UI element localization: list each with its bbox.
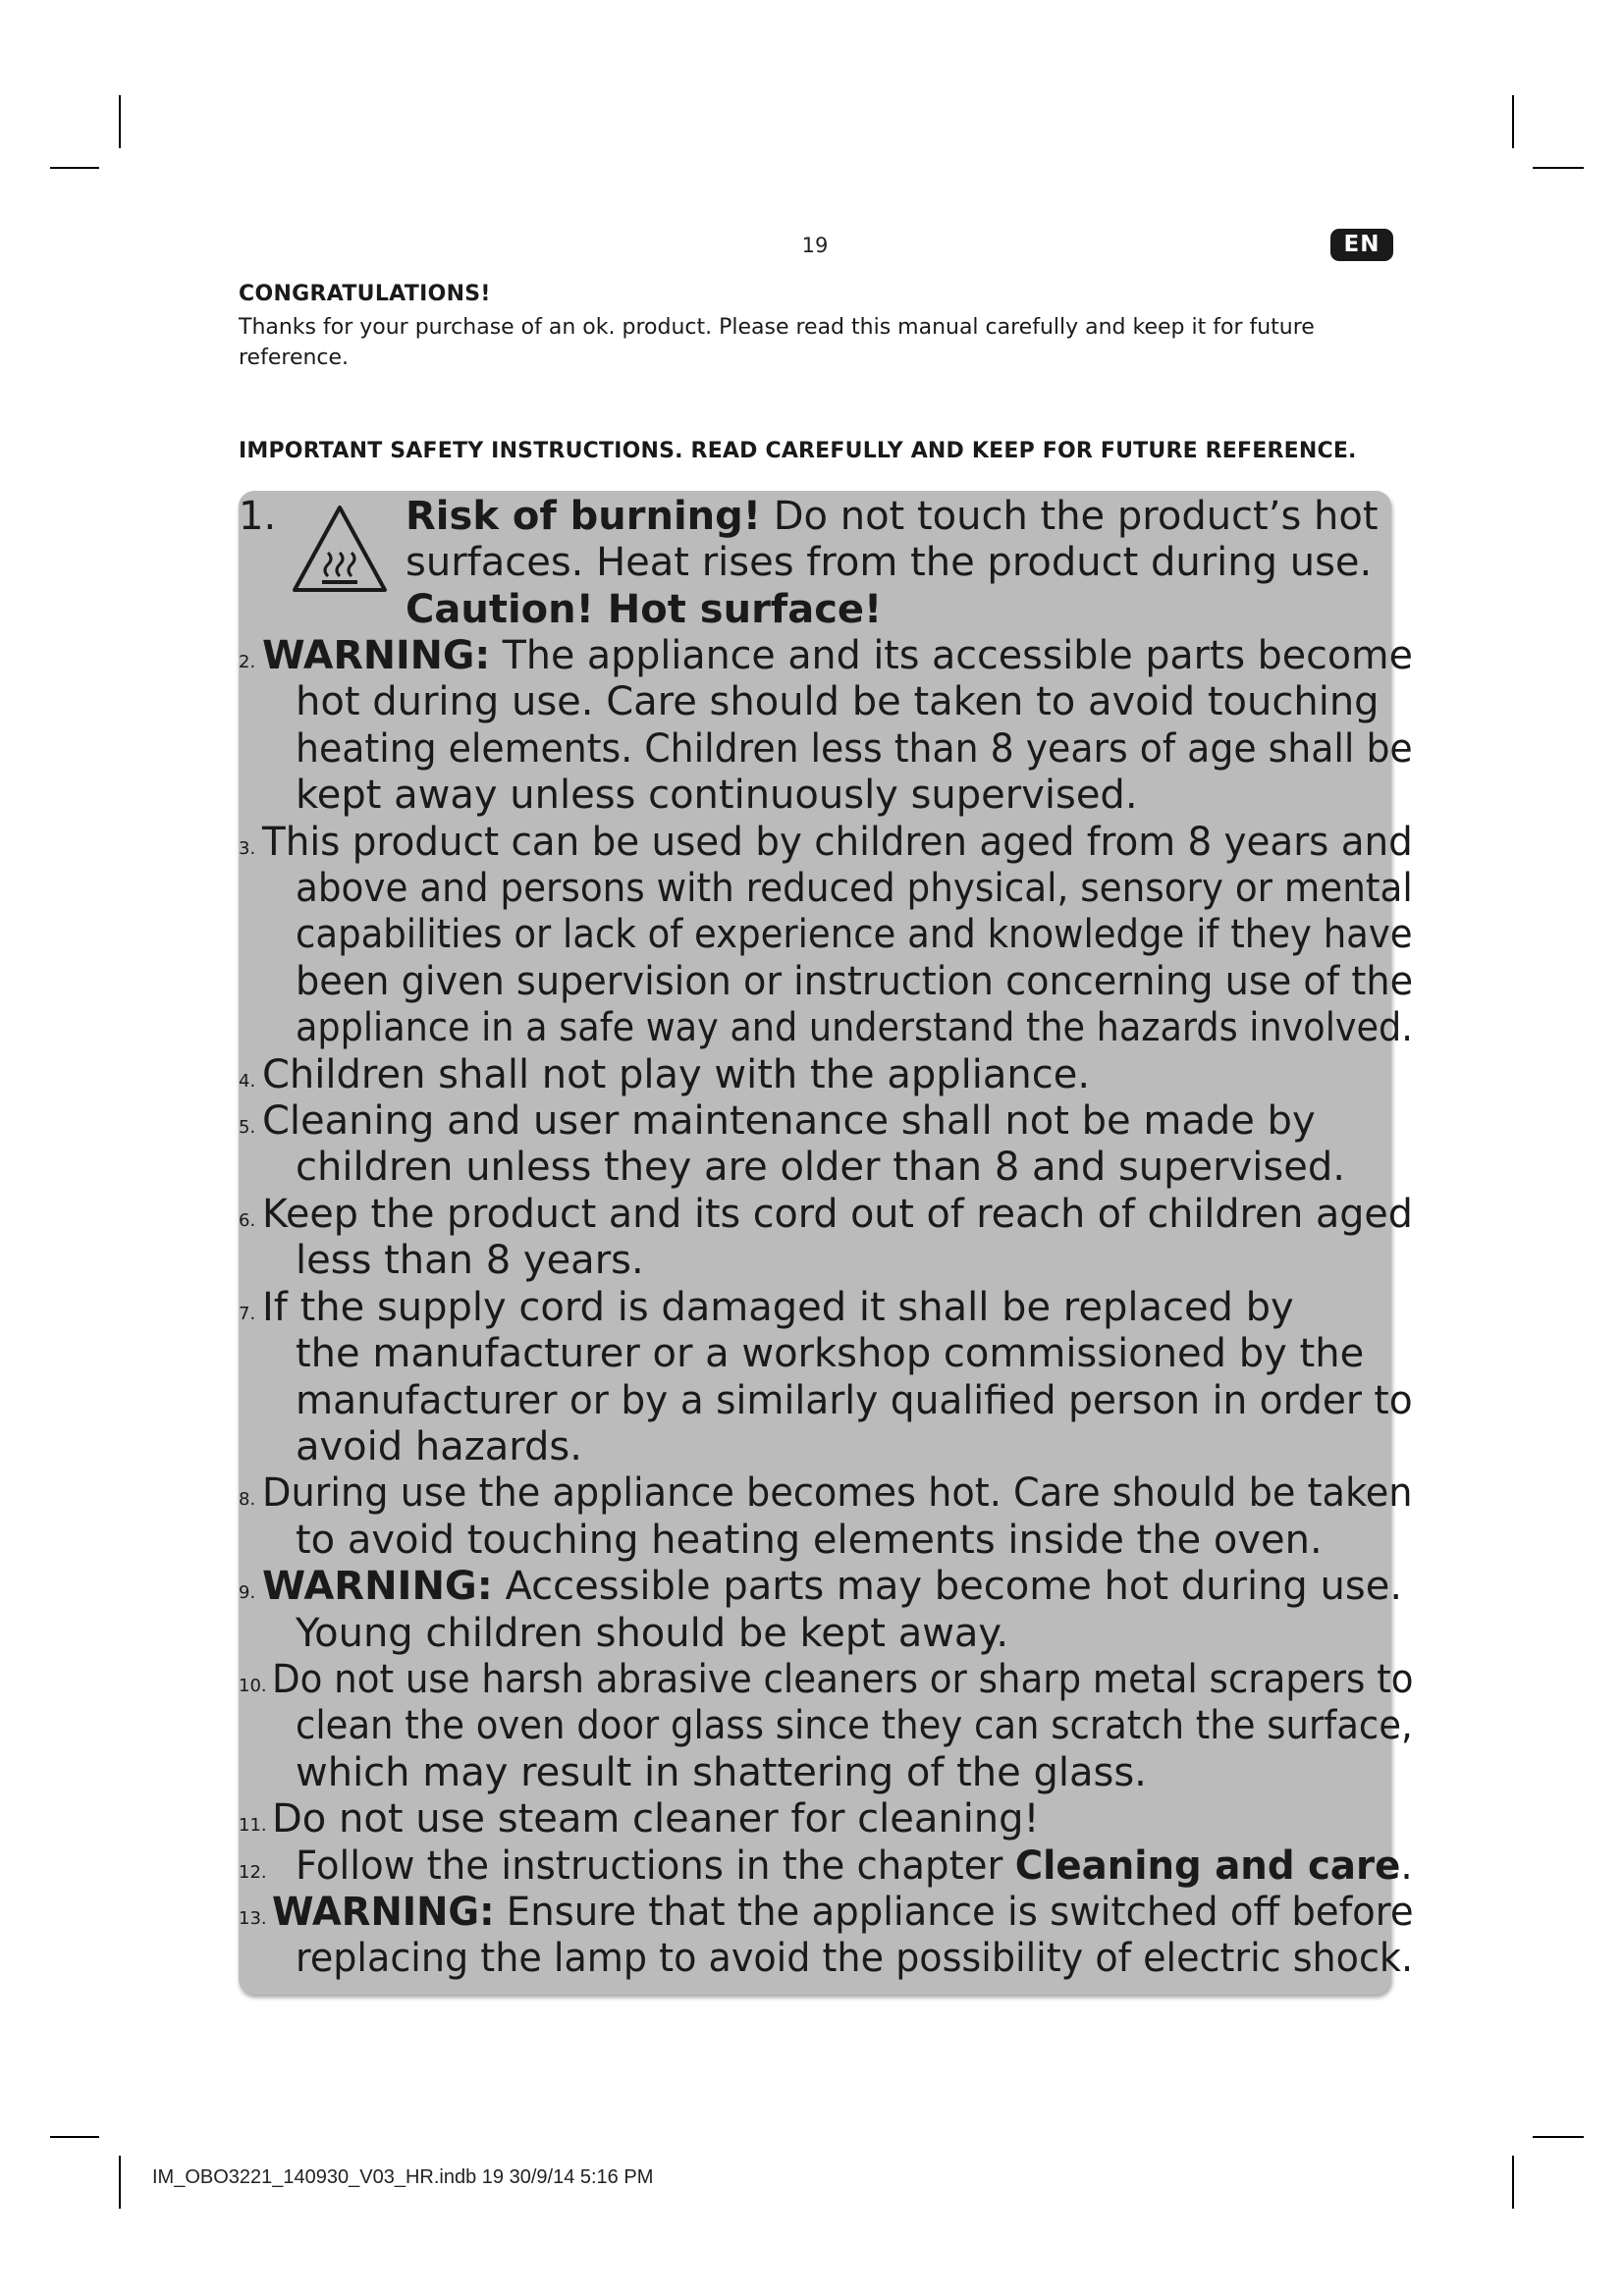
safety-item-9 bbox=[239, 1564, 1417, 1657]
body-text: The appliance and its accessible parts become bbox=[490, 633, 1413, 678]
crop-mark-top-left-horizontal bbox=[50, 167, 99, 169]
body-text: the manufacturer or a workshop commissioned by the bbox=[296, 1331, 1365, 1377]
body-text: which may result in shattering of the glass. bbox=[296, 1749, 1147, 1795]
safety-item-line bbox=[262, 1098, 1383, 1145]
safety-item-line bbox=[296, 1331, 1417, 1377]
safety-item-13 bbox=[239, 1890, 1417, 1983]
crop-mark-bottom-right-vertical bbox=[1512, 2156, 1514, 2209]
safety-item-2 bbox=[239, 633, 1417, 820]
safety-item-3 bbox=[239, 820, 1417, 1052]
body-text: Cleaning and user maintenance shall not be made by bbox=[262, 1098, 1316, 1145]
safety-item-number: 13. bbox=[239, 1907, 267, 1929]
safety-item-number: 4. bbox=[239, 1070, 256, 1092]
body-text: capabilities or lack of experience and knowledge if they have bbox=[296, 912, 1413, 958]
safety-item-line bbox=[262, 1285, 1383, 1331]
crop-mark-bottom-left-horizontal bbox=[50, 2136, 99, 2138]
safety-item-number: 7. bbox=[239, 1303, 256, 1324]
body-text: Do not touch the product’s hot bbox=[761, 494, 1379, 539]
safety-item-line bbox=[296, 1424, 1417, 1470]
body-text: kept away unless continuously supervised. bbox=[296, 773, 1138, 819]
safety-item-line bbox=[296, 1703, 1413, 1749]
safety-item-number: 5. bbox=[239, 1117, 256, 1139]
safety-item-number: 12. bbox=[239, 1861, 267, 1883]
safety-item-line bbox=[262, 819, 1413, 866]
hot-surface-warning-icon bbox=[291, 504, 389, 596]
crop-mark-bottom-left-vertical bbox=[119, 2156, 121, 2209]
safety-item-4 bbox=[239, 1052, 1417, 1098]
body-text: Do not use harsh abrasive cleaners or sharp metal scrapers to bbox=[272, 1656, 1414, 1702]
crop-mark-top-right-vertical bbox=[1512, 95, 1514, 148]
body-text: manufacturer or by a similarly qualified person in order to bbox=[296, 1377, 1413, 1423]
safety-item-11 bbox=[239, 1796, 1417, 1842]
body-text: Do not use steam cleaner for cleaning! bbox=[272, 1796, 1040, 1842]
safety-item-line bbox=[296, 1377, 1413, 1424]
safety-item-line bbox=[296, 1750, 1417, 1796]
safety-item-line bbox=[296, 679, 1417, 725]
safety-item-line bbox=[296, 958, 1414, 1005]
safety-item-number: 10. bbox=[239, 1675, 267, 1696]
body-text: children unless they are older than 8 and supervised. bbox=[296, 1145, 1345, 1191]
safety-item-line bbox=[272, 1656, 1414, 1703]
body-text: . bbox=[1400, 1842, 1413, 1889]
body-text: avoid hazards. bbox=[296, 1423, 582, 1469]
body-text: been given supervision or instruction concerning use of the bbox=[296, 958, 1414, 1004]
safety-item-line bbox=[262, 1564, 1403, 1610]
body-text: Accessible parts may become hot during use. bbox=[492, 1564, 1403, 1610]
safety-item-line bbox=[296, 773, 1417, 819]
emphasis-text: Cleaning and care bbox=[1014, 1842, 1401, 1889]
safety-item-line bbox=[296, 866, 1413, 912]
emphasis-text: WARNING: bbox=[262, 633, 491, 678]
safety-item-line bbox=[272, 1889, 1414, 1936]
safety-item-line bbox=[262, 1052, 1383, 1098]
language-badge: EN bbox=[1330, 229, 1393, 261]
body-text: less than 8 years. bbox=[296, 1238, 644, 1284]
crop-mark-top-left-vertical bbox=[119, 95, 121, 148]
safety-item-line bbox=[262, 1470, 1413, 1517]
body-text: If the supply cord is damaged it shall be replaced by bbox=[262, 1284, 1294, 1330]
safety-item-1 bbox=[239, 494, 1417, 633]
safety-item-line bbox=[296, 1238, 1417, 1284]
body-text: During use the appliance becomes hot. Care should be taken bbox=[262, 1470, 1413, 1517]
body-text: Children shall not play with the appliance. bbox=[262, 1051, 1091, 1097]
safety-item-line bbox=[296, 1005, 1413, 1051]
body-text: to avoid touching heating elements inside the oven. bbox=[296, 1517, 1323, 1563]
safety-item-6 bbox=[239, 1192, 1417, 1285]
safety-item-line bbox=[262, 1191, 1413, 1238]
body-text: surfaces. Heat rises from the product during use. bbox=[406, 540, 1373, 586]
safety-item-line bbox=[296, 1936, 1414, 1982]
safety-item-line bbox=[296, 912, 1413, 958]
emphasis-text: Caution! Hot surface! bbox=[406, 586, 883, 632]
safety-item-12 bbox=[239, 1843, 1417, 1890]
body-text: above and persons with reduced physical, sensory or mental bbox=[296, 866, 1413, 912]
safety-item-line bbox=[406, 587, 1379, 633]
safety-item-10 bbox=[239, 1657, 1417, 1796]
body-text: This product can be used by children aged from 8 years and bbox=[262, 819, 1413, 865]
body-text: Keep the product and its cord out of reach of children aged bbox=[262, 1191, 1413, 1237]
body-text: heating elements. Children less than 8 years of age shall be bbox=[296, 725, 1413, 772]
body-text: Ensure that the appliance is switched off before bbox=[494, 1889, 1414, 1935]
safety-item-line bbox=[296, 1842, 1413, 1890]
crop-mark-bottom-right-horizontal bbox=[1533, 2136, 1584, 2138]
safety-item-number: 1. bbox=[239, 494, 277, 539]
emphasis-text: Risk of burning! bbox=[406, 494, 762, 539]
safety-item-line bbox=[296, 1611, 1417, 1657]
safety-item-number: 8. bbox=[239, 1489, 256, 1511]
page-number: 19 bbox=[801, 234, 829, 257]
safety-item-line bbox=[406, 540, 1379, 586]
safety-item-line bbox=[262, 633, 1413, 679]
safety-item-line bbox=[272, 1796, 1393, 1842]
safety-item-number: 3. bbox=[239, 837, 256, 859]
safety-item-line bbox=[406, 494, 1379, 540]
body-text: clean the oven door glass since they can scratch the surface, bbox=[296, 1703, 1413, 1749]
safety-item-5 bbox=[239, 1098, 1417, 1192]
body-text: appliance in a safe way and understand the hazards involved. bbox=[296, 1005, 1413, 1051]
safety-item-7 bbox=[239, 1285, 1417, 1471]
safety-item-number: 11. bbox=[239, 1815, 267, 1837]
body-text: replacing the lamp to avoid the possibility of electric shock. bbox=[296, 1936, 1414, 1982]
crop-mark-top-right-horizontal bbox=[1533, 167, 1584, 169]
safety-item-line bbox=[296, 725, 1413, 773]
safety-item-number: 6. bbox=[239, 1209, 256, 1231]
emphasis-text: WARNING: bbox=[262, 1564, 493, 1610]
safety-item-line bbox=[296, 1145, 1417, 1191]
intro-text: Thanks for your purchase of an ok. product. Please read this manual carefully and keep it for future reference. bbox=[239, 315, 1315, 370]
emphasis-text: WARNING: bbox=[272, 1889, 495, 1935]
safety-item-text bbox=[406, 494, 1379, 633]
safety-item-number: 2. bbox=[239, 652, 256, 672]
safety-item-number: 9. bbox=[239, 1582, 256, 1604]
safety-instructions-list bbox=[239, 494, 1417, 1983]
safety-heading: IMPORTANT SAFETY INSTRUCTIONS. READ CAREFULLY AND KEEP FOR FUTURE REFERENCE. bbox=[239, 439, 1357, 463]
safety-item-line bbox=[296, 1518, 1417, 1564]
body-text: hot during use. Care should be taken to avoid touching bbox=[296, 679, 1380, 725]
safety-item-8 bbox=[239, 1470, 1417, 1564]
congratulations-title: CONGRATULATIONS! bbox=[239, 282, 491, 306]
body-text: Follow the instructions in the chapter bbox=[296, 1842, 1015, 1889]
body-text: Young children should be kept away. bbox=[296, 1610, 1009, 1656]
print-slug: IM_OBO3221_140930_V03_HR.indb 19 30/9/14 5:16 PM bbox=[152, 2166, 654, 2188]
